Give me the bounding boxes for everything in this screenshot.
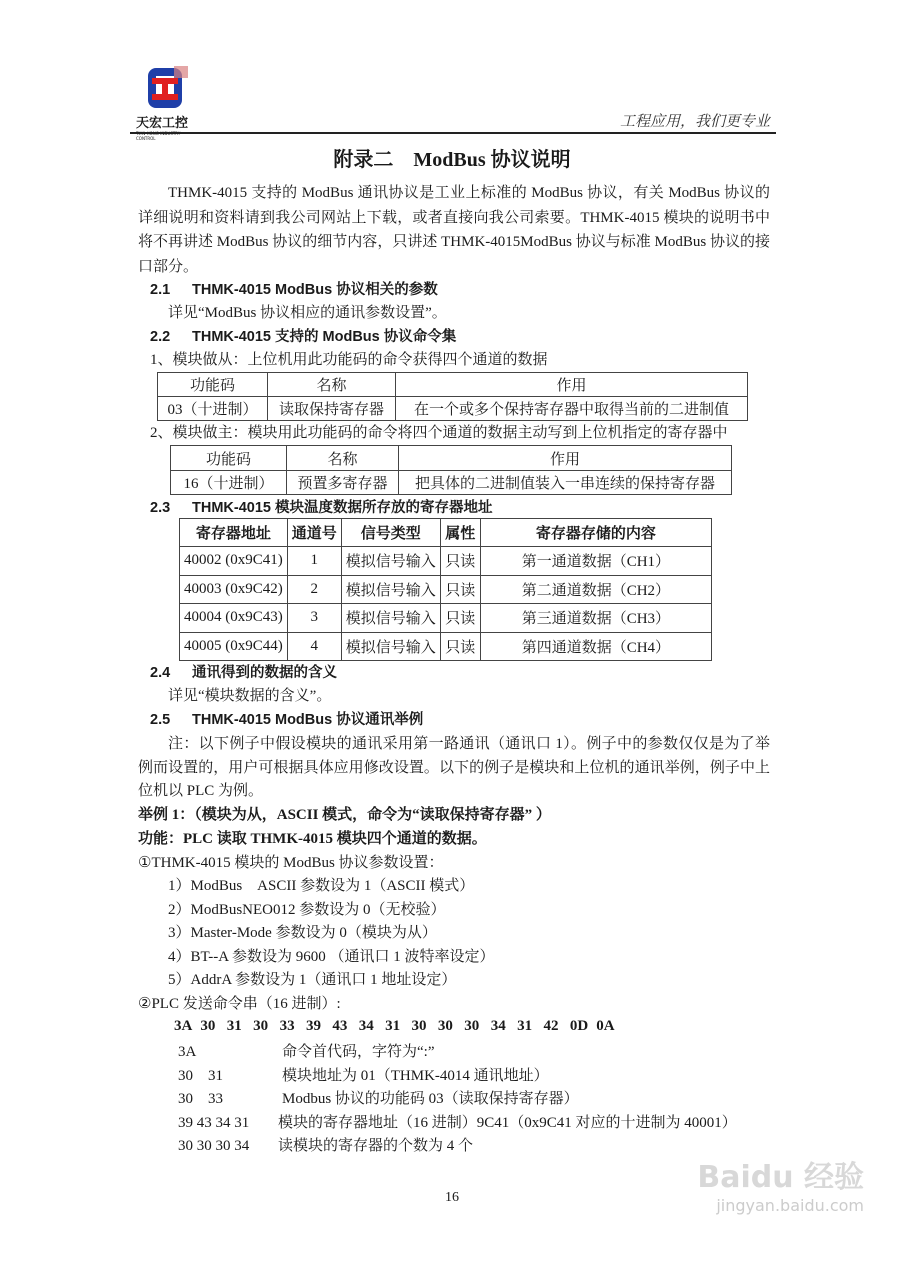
hex-description: 模块地址为 01（THMK-4014 通讯地址） bbox=[282, 1068, 549, 1084]
step-2-text: ②PLC 发送命令串（16 进制）: bbox=[138, 996, 341, 1012]
section-title: THMK-4015 模块温度数据所存放的寄存器地址 bbox=[192, 500, 493, 516]
hex-byte: 30 bbox=[253, 1018, 269, 1034]
page-title: 附录二 ModBus 协议说明 bbox=[333, 149, 571, 171]
table-row bbox=[180, 604, 712, 633]
table-header: 名称 bbox=[287, 446, 399, 471]
section-number: 2.3 bbox=[150, 500, 171, 516]
table-cell: 预置多寄存器 bbox=[287, 471, 399, 495]
hex-byte: 34 bbox=[358, 1018, 374, 1034]
hex-label: 30 30 30 34 bbox=[178, 1138, 250, 1154]
hex-byte: 33 bbox=[279, 1018, 295, 1034]
section-number: 2.2 bbox=[150, 329, 171, 345]
hex-byte: 31 bbox=[226, 1018, 242, 1034]
master-mode-text: 2、模块做主：模块用此功能码的命令将四个通道的数据主动写到上位机指定的寄存器中 bbox=[150, 425, 728, 441]
section-title: 通讯得到的数据的含义 bbox=[192, 665, 337, 681]
param-item: 3）Master-Mode 参数设为 0（模块为从） bbox=[168, 925, 437, 941]
table-cell: 第一通道数据（CH1） bbox=[480, 547, 711, 576]
hex-description: 命令首代码，字符为“:” bbox=[282, 1044, 435, 1060]
section-title: THMK-4015 ModBus 协议通讯举例 bbox=[192, 712, 424, 728]
note-paragraph: 注：以下例子中假设模块的通讯采用第一路通讯（通讯口 1）。例子中的参数仅仅是为了举例而设置的，用户可根据具体应用修改设置。以下的例子是模块和上位机的通讯举例，例子中上位机以 PLC 为例。 bbox=[138, 736, 770, 799]
table-cell: 在一个或多个保持寄存器中取得当前的二进制值 bbox=[396, 397, 748, 421]
table-cell: 第四通道数据（CH4） bbox=[480, 632, 711, 661]
section-2-5-heading bbox=[150, 710, 423, 730]
hex-description: 模块的寄存器地址（16 进制）9C41（0x9C41 对应的十进制为 40001） bbox=[278, 1115, 737, 1131]
table-header: 寄存器存储的内容 bbox=[480, 519, 711, 547]
table-row bbox=[180, 632, 712, 661]
table-cell: 读取保持寄存器 bbox=[268, 397, 396, 421]
table-cell: 4 bbox=[287, 632, 341, 661]
section-title: THMK-4015 ModBus 协议相关的参数 bbox=[192, 282, 438, 298]
hex-explain-row bbox=[178, 1042, 434, 1062]
table-cell: 16（十进制） bbox=[171, 471, 287, 495]
section-2-1-heading bbox=[150, 280, 438, 300]
hex-byte: 30 bbox=[464, 1018, 480, 1034]
table-header: 通道号 bbox=[287, 519, 341, 547]
register-address-table bbox=[179, 518, 712, 661]
hex-byte: 0D bbox=[569, 1018, 589, 1034]
section-number: 2.4 bbox=[150, 665, 171, 681]
hex-command-string bbox=[174, 1018, 623, 1035]
table-header: 属性 bbox=[440, 519, 480, 547]
table-cell: 40002 (0x9C41) bbox=[180, 547, 288, 576]
hex-label: 39 43 34 31 bbox=[178, 1115, 250, 1131]
logo-subtext: CONTROL bbox=[136, 136, 156, 141]
table-cell: 模拟信号输入 bbox=[341, 604, 440, 633]
header-tagline: 工程应用，我们更专业 bbox=[619, 114, 770, 130]
table-cell: 1 bbox=[287, 547, 341, 576]
watermark-brand: Baidu 经验 bbox=[697, 1160, 864, 1195]
hex-byte: 34 bbox=[490, 1018, 506, 1034]
section-number: 2.5 bbox=[150, 712, 171, 728]
table-header: 功能码 bbox=[158, 373, 268, 397]
table-cell: 只读 bbox=[440, 632, 480, 661]
table-cell: 只读 bbox=[440, 604, 480, 633]
hex-explain-row bbox=[178, 1113, 737, 1133]
table-cell: 模拟信号输入 bbox=[341, 575, 440, 604]
table-cell: 模拟信号输入 bbox=[341, 632, 440, 661]
section-2-1-text: 详见“ModBus 协议相应的通讯参数设置”。 bbox=[168, 305, 447, 321]
hex-byte: 43 bbox=[332, 1018, 348, 1034]
company-logo bbox=[136, 64, 198, 141]
baidu-watermark bbox=[697, 1160, 864, 1216]
section-2-4-heading bbox=[150, 663, 337, 683]
table-header: 名称 bbox=[268, 373, 396, 397]
table-header: 作用 bbox=[399, 446, 732, 471]
section-2-3-heading bbox=[150, 498, 493, 518]
param-item: 5）AddrA 参数设为 1（通讯口 1 地址设定） bbox=[168, 972, 457, 988]
table-cell: 只读 bbox=[440, 575, 480, 604]
hex-description: Modbus 协议的功能码 03（读取保持寄存器） bbox=[282, 1091, 579, 1107]
section-number: 2.1 bbox=[150, 282, 171, 298]
example-function: 功能：PLC 读取 THMK-4015 模块四个通道的数据。 bbox=[138, 831, 487, 847]
example-title: 举例 1：（模块为从，ASCII 模式，命令为“读取保持寄存器” ） bbox=[138, 807, 551, 823]
hex-byte: 30 bbox=[200, 1018, 216, 1034]
param-item: 2）ModBusNEO012 参数设为 0（无校验） bbox=[168, 902, 446, 918]
hex-description: 读模块的寄存器的个数为 4 个 bbox=[278, 1138, 474, 1154]
table-cell: 2 bbox=[287, 575, 341, 604]
page-number: 16 bbox=[445, 1190, 459, 1205]
hex-label: 30 31 bbox=[178, 1068, 224, 1084]
param-item: 4）BT--A 参数设为 9600 （通讯口 1 波特率设定） bbox=[168, 949, 495, 965]
table-cell: 模拟信号输入 bbox=[341, 547, 440, 576]
table-cell: 把具体的二进制值装入一串连续的保持寄存器 bbox=[399, 471, 732, 495]
header-rule bbox=[130, 132, 776, 134]
table-cell: 3 bbox=[287, 604, 341, 633]
step-1-text: ①THMK-4015 模块的 ModBus 协议参数设置： bbox=[138, 855, 444, 871]
table-header: 寄存器地址 bbox=[180, 519, 288, 547]
table-row bbox=[180, 547, 712, 576]
hex-explain-row bbox=[178, 1136, 473, 1156]
hex-byte: 39 bbox=[305, 1018, 321, 1034]
section-2-2-heading bbox=[150, 327, 456, 347]
table-header: 作用 bbox=[396, 373, 748, 397]
table-header: 信号类型 bbox=[341, 519, 440, 547]
table-cell: 第二通道数据（CH2） bbox=[480, 575, 711, 604]
function-code-table-1 bbox=[157, 372, 748, 421]
table-header: 功能码 bbox=[171, 446, 287, 471]
watermark-url: jingyan.baidu.com bbox=[716, 1196, 864, 1215]
hex-byte: 0A bbox=[596, 1018, 615, 1034]
hex-byte: 31 bbox=[517, 1018, 533, 1034]
hex-byte: 42 bbox=[543, 1018, 559, 1034]
param-item: 1）ModBus ASCII 参数设为 1（ASCII 模式） bbox=[168, 878, 475, 894]
hex-byte: 31 bbox=[385, 1018, 401, 1034]
table-cell: 40005 (0x9C44) bbox=[180, 632, 288, 661]
table-cell: 40003 (0x9C42) bbox=[180, 575, 288, 604]
section-title: THMK-4015 支持的 ModBus 协议命令集 bbox=[192, 329, 457, 345]
intro-paragraph: THMK-4015 支持的 ModBus 通讯协议是工业上标准的 ModBus 协议，有关 ModBus 协议的详细说明和资料请到我公司网站上下载，或者直接向我公司索要。THMK-4015 模块的说明书中将不再讲述 ModBus 协议的细节内容，只讲述 THMK-4015ModBus 协议与标准 ModBus 协议的接口部分。 bbox=[138, 185, 770, 275]
table-row bbox=[180, 575, 712, 604]
hex-byte: 3A bbox=[174, 1018, 193, 1034]
table-cell: 第三通道数据（CH3） bbox=[480, 604, 711, 633]
slave-mode-text: 1、模块做从：上位机用此功能码的命令获得四个通道的数据 bbox=[150, 352, 548, 368]
hex-explain-row bbox=[178, 1066, 549, 1086]
table-cell: 只读 bbox=[440, 547, 480, 576]
hex-byte: 30 bbox=[437, 1018, 453, 1034]
section-2-4-text: 详见“模块数据的含义”。 bbox=[168, 688, 332, 704]
logo-text: 天宏工控 bbox=[136, 116, 189, 131]
logo-mark-icon bbox=[136, 64, 198, 112]
table-cell: 03（十进制） bbox=[158, 397, 268, 421]
function-code-table-2 bbox=[170, 445, 732, 495]
table-cell: 40004 (0x9C43) bbox=[180, 604, 288, 633]
hex-label: 30 33 bbox=[178, 1091, 224, 1107]
hex-byte: 30 bbox=[411, 1018, 427, 1034]
hex-explain-row bbox=[178, 1089, 579, 1109]
hex-label: 3A bbox=[178, 1044, 197, 1060]
